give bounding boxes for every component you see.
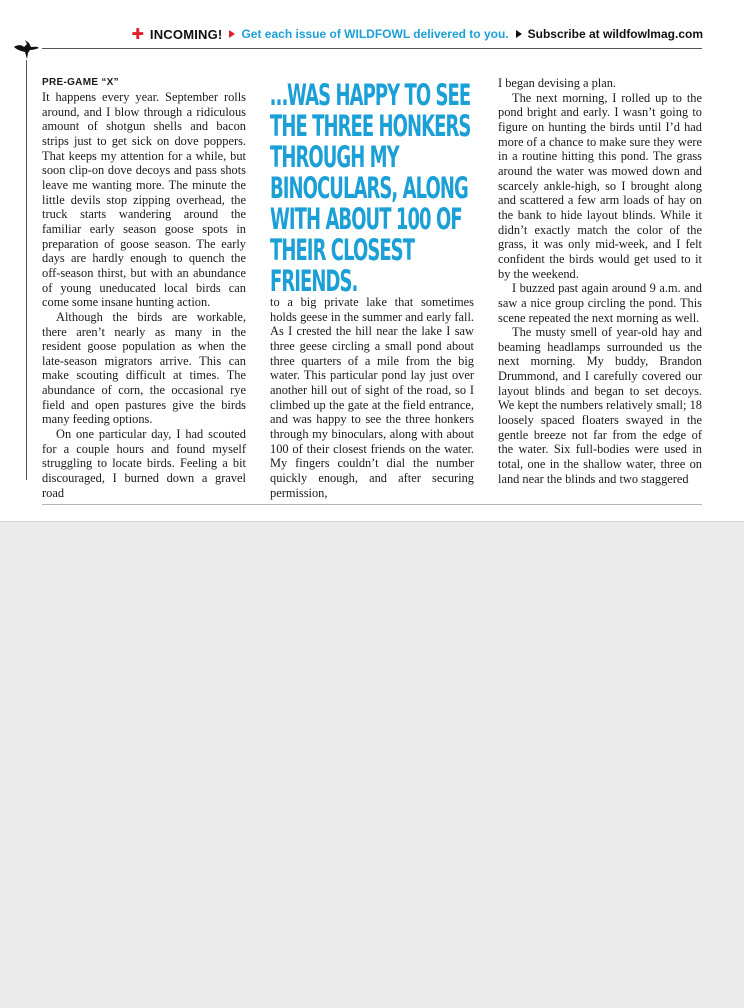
paragraph: On one particular day, I had scouted for a couple hours and found myself struggling to locate birds. Feeling a bit discouraged, I burned down a gravel road — [42, 427, 246, 500]
article-column-3 — [498, 76, 702, 486]
footer-rule — [42, 504, 702, 505]
column-margin-rule — [26, 60, 27, 480]
arrow-right-icon — [229, 30, 235, 38]
section-subhead: PRE-GAME “X” — [42, 77, 119, 88]
paragraph: I buzzed past again around 9 a.m. and saw a nice group circling the pond. This scene repeated the next morning as well. — [498, 281, 702, 325]
paragraph: to a big private lake that sometimes holds geese in the summer and early fall. As I crested the hill near the lake I saw three geese circling a small pond about three quarters of a mile from the big water. This particular pond lay just over another hill out of sight of the road, so I climbed up the gate at the field entrance, and was happy to see the three honkers through my binoculars, along with about 100 of their closest friends on the water. My fingers couldn’t dial the number quickly enough, and after securing permission, — [270, 295, 474, 500]
incoming-label: INCOMING! — [149, 26, 223, 42]
paragraph: The musty smell of year-old hay and beaming headlamps surrounded us the next morning. My buddy, Brandon Drummond, and I carefully covered our layout blinds and began to set decoys. We kept the numbers relatively small; 18 loosely spaced floaters swayed in the gentle breeze not far from the edge of the water. Six full-bodies were used in total, one in the shallow water, three on land near the blinds and two staggered — [498, 325, 702, 486]
subscription-promo: Get each issue of WILDFOWL delivered to you. — [241, 27, 509, 41]
plus-icon: ✚ — [131, 25, 144, 43]
header-rule — [42, 48, 702, 49]
subscribe-link[interactable]: Subscribe at wildfowlmag.com — [527, 27, 703, 41]
article-column-1 — [42, 76, 246, 500]
article-column-2 — [270, 295, 474, 500]
paragraph: I began devising a plan. — [498, 76, 617, 90]
paragraph: The next morning, I rolled up to the pond bright and early. I wasn’t going to figure on hunting the birds until I’d had more of a chance to make sure they were in a routine hitting this pond. The grass around the water was mowed down and scarcely ankle-high, so I brought along and scattered a few arm loads of hay on the bank to hide layout blinds. While it didn’t exactly match the color of the grass, it was only mid-week, and I felt confident the birds would get used to it by the weekend. — [498, 90, 702, 281]
header-banner — [131, 26, 703, 42]
flying-duck-icon — [12, 38, 40, 60]
paragraph: It happens every year. September rolls around, and I blow through a ridiculous amount of shotgun shells and bacon strips just to get sick on dove poppers. That keeps my attention for a while, but soon clip-on dove decoys and pass shots leave me wanting more. The minute the little devils stop zipping overhead, the truck starts wandering around the familiar early season goose spots in preparation of goose season. The early days are hardly enough to quench the off-season thirst, but with an abundance of young uneducated local birds can come some insane hunting action. — [42, 90, 246, 310]
pull-quote: …WAS HAPPY TO SEE THE THREE HONKERS THROUGH MY BINOCULARS, ALONG WITH ABOUT 100 OF THEIR CLOSEST FRIENDS. — [270, 78, 471, 298]
arrow-right-icon — [516, 30, 522, 38]
page-edge — [0, 521, 744, 522]
paragraph: Although the birds are workable, there aren’t nearly as many in the resident goose population as when the late-season migrators arrive. This can make scouting difficult at times. The abundance of corn, the occasional rye field and open pastures give the birds many feeding options. — [42, 309, 246, 427]
